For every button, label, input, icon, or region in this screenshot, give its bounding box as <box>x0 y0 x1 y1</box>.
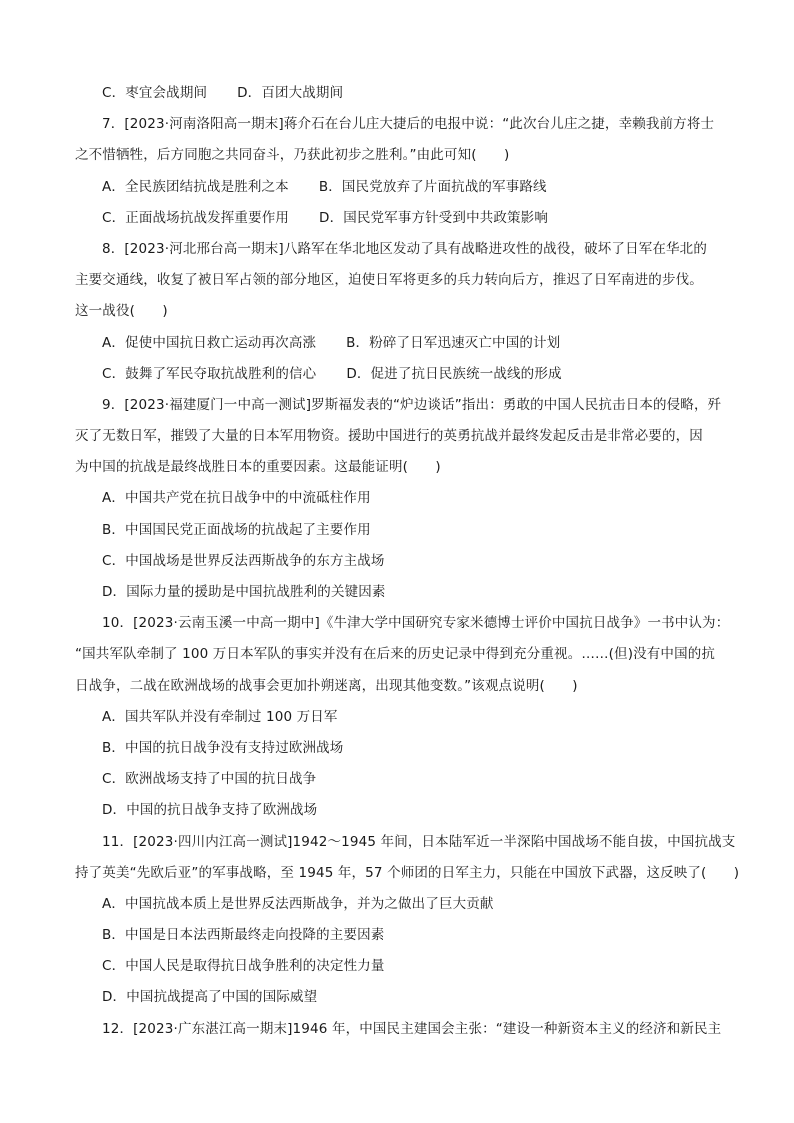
q11-option-b[interactable]: B．中国是日本法西斯最终走向投降的主要因素 <box>102 927 385 944</box>
q8-option-b[interactable]: B．粉碎了日军迅速灭亡中国的计划 <box>346 334 561 351</box>
q10-stem-line-2: “国共军队牵制了 100 万日本军队的事实并没有在后来的历史记录中得到充分重视。……(但)没有中国的抗 <box>75 646 716 663</box>
q8-options-cd <box>75 359 725 390</box>
q7-option-c[interactable]: C．正面战场抗战发挥重要作用 <box>102 209 290 226</box>
q6-option-c[interactable]: C．枣宜会战期间 <box>102 85 208 101</box>
q7-options-cd <box>75 203 725 234</box>
q8-option-a[interactable]: A．促使中国抗日救亡运动再次高涨 <box>102 334 317 351</box>
q10-option-a[interactable]: A．国共军队并没有牵制过 100 万日军 <box>102 708 338 725</box>
q9-option-a[interactable]: A．中国共产党在抗日战争中的中流砥柱作用 <box>102 490 371 507</box>
q11-option-d[interactable]: D．中国抗战提高了中国的国际威望 <box>102 989 318 1006</box>
q6-options-cd <box>75 78 725 109</box>
q11-option-c[interactable]: C．中国人民是取得抗日战争胜利的决定性力量 <box>102 958 385 975</box>
q6-option-d[interactable]: D．百团大战期间 <box>237 85 344 101</box>
q7-stem-line-1: 7．[2023·河南洛阳高一期末]蒋介石在台儿庄大捷后的电报中说：“此次台儿庄之捷，幸赖我前方将士 <box>102 116 715 133</box>
q8-stem-line-3: 这一战役( ) <box>75 303 168 320</box>
q11-stem-line-2: 持了英美“先欧后亚”的军事战略，至 1945 年，57 个师团的日军主力，只能在中国放下武器，这反映了( ) <box>75 864 740 881</box>
q9-stem-line-3: 为中国的抗战是最终战胜日本的重要因素。这最能证明( ) <box>75 459 441 476</box>
q9-stem-line-1: 9．[2023·福建厦门一中高一测试]罗斯福发表的“炉边谈话”指出：勇敢的中国人民抗击日本的侵略，歼 <box>102 396 722 413</box>
q8-stem-line-2: 主要交通线，收复了被日军占领的部分地区，迫使日军将更多的兵力转向后方，推迟了日军南进的步伐。 <box>75 272 703 289</box>
q10-option-c[interactable]: C．欧洲战场支持了中国的抗日战争 <box>102 771 317 788</box>
q9-option-b[interactable]: B．中国国民党正面战场的抗战起了主要作用 <box>102 521 371 538</box>
q11-option-a[interactable]: A．中国抗战本质上是世界反法西斯战争，并为之做出了巨大贡献 <box>102 895 494 912</box>
q9-option-d[interactable]: D．国际力量的援助是中国抗战胜利的关键因素 <box>102 584 386 600</box>
q7-option-b[interactable]: B．国民党放弃了片面抗战的军事路线 <box>318 178 547 195</box>
q8-option-c[interactable]: C．鼓舞了军民夺取抗战胜利的信心 <box>102 365 317 382</box>
q10-option-b[interactable]: B．中国的抗日战争没有支持过欧洲战场 <box>102 739 344 756</box>
q10-stem-line-3: 日战争，二战在欧洲战场的战事会更加扑朔迷离，出现其他变数。”该观点说明( ) <box>75 677 578 694</box>
q8-options-ab <box>75 328 725 359</box>
q11-stem-line-1: 11．[2023·四川内江高一测试]1942～1945 年间，日本陆军近一半深陷中国战场不能自拔，中国抗战支 <box>102 833 736 850</box>
q8-option-d[interactable]: D．促进了抗日民族统一战线的形成 <box>346 365 562 382</box>
q10-stem-line-1: 10．[2023·云南玉溪一中高一期中]《牛津大学中国研究专家米德博士评价中国抗日战争》一书中认为： <box>102 615 730 632</box>
q9-stem-line-2: 灭了无数日军，摧毁了大量的日本军用物资。援助中国进行的英勇抗战并最终发起反击是非常必要的，因 <box>75 428 703 445</box>
q7-option-a[interactable]: A．全民族团结抗战是胜利之本 <box>102 178 289 195</box>
q7-stem-line-2: 之不惜牺牲，后方同胞之共同奋斗，乃获此初步之胜利。”由此可知( ) <box>75 147 510 164</box>
q9-option-c[interactable]: C．中国战场是世界反法西斯战争的东方主战场 <box>102 552 385 569</box>
q7-option-d[interactable]: D．国民党军事方针受到中共政策影响 <box>319 209 548 226</box>
q12-stem-line-1: 12．[2023·广东湛江高一期末]1946 年，中国民主建国会主张：“建设一种新资本主义的经济和新民主 <box>102 1020 722 1037</box>
q8-stem-line-1: 8．[2023·河北邢台高一期末]八路军在华北地区发动了具有战略进攻性的战役，破坏了日军在华北的 <box>102 240 707 257</box>
document-page <box>75 78 740 1045</box>
q7-options-ab <box>75 172 725 203</box>
q10-option-d[interactable]: D．中国的抗日战争支持了欧洲战场 <box>102 802 318 819</box>
